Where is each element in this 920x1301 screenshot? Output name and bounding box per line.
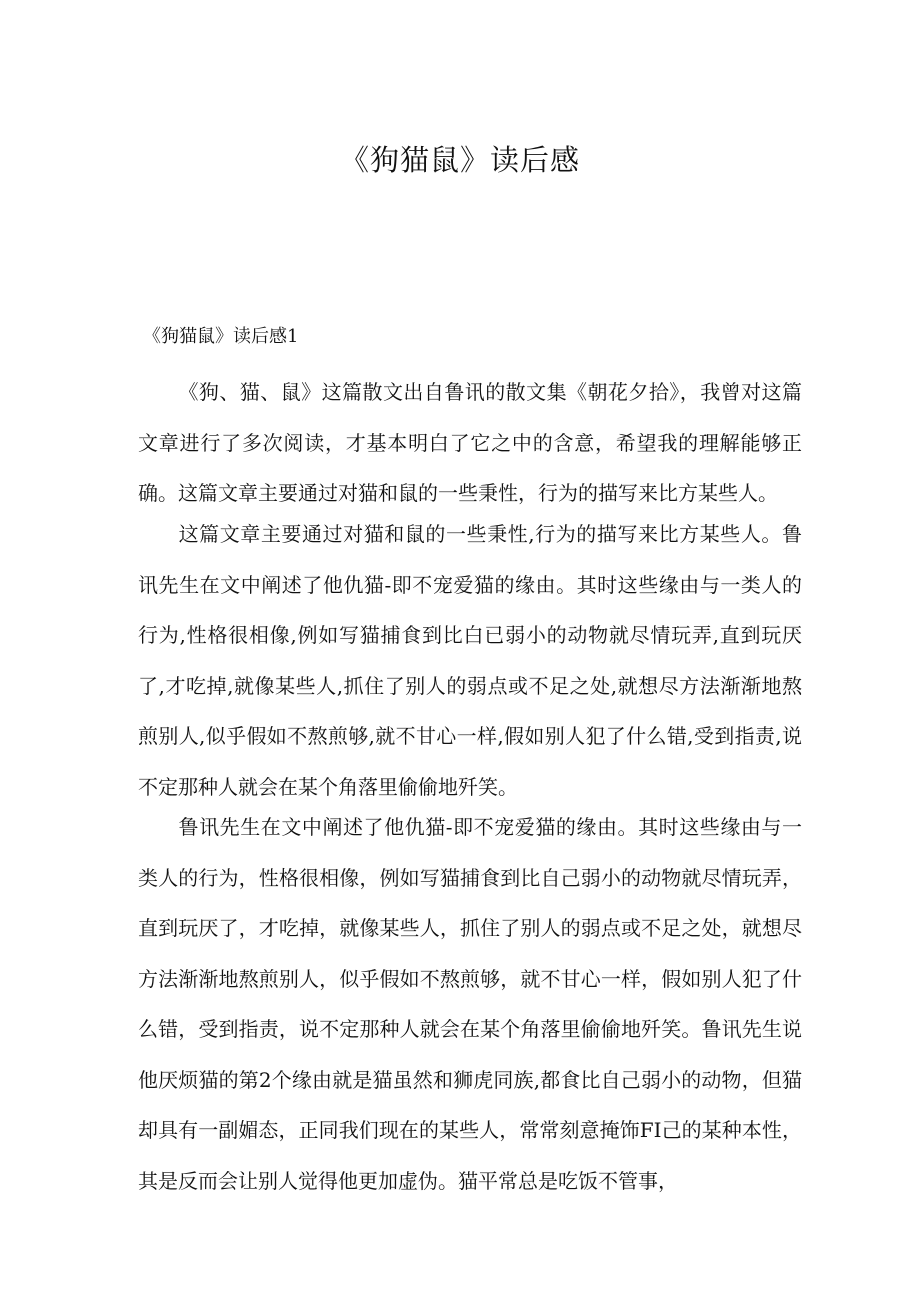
section-heading: 《狗猫鼠》读后感1 (143, 326, 299, 347)
paragraph-1 (138, 367, 802, 519)
paragraph-3 (138, 802, 802, 1206)
document-title: 《狗猫鼠》读后感 (339, 143, 580, 177)
paragraph-2-text: 这篇文章主要通过对猫和鼠的一些秉性,行为的描写来比方某些人。鲁讯先生在文中阐述了他仇猫-即不宠爱猫的缘由。其时这些缘由与一类人的行为,性格很相像,例如写猫捕食到比白已弱小的动物就尽情玩弄,直到玩厌了,才吃掉,就像某些人,抓住了别人的弱点或不足之处,就想尽方法渐渐地熬煎别人,似乎假如不熬煎够,就不甘心一样,假如别人犯了什么错,受到指责,说不定那种人就会在某个角落里偷偷地歼笑。 (138, 522, 802, 799)
paragraph-1-text: 《狗、猫、鼠》这篇散文出自鲁讯的散文集《朝花夕拾》，我曾对这篇文章进行了多次阅读，才基本明白了它之中的含意，希望我的理解能够正确。这篇文章主要通过对猫和鼠的一些秉性，行为的描写来比方某些人。 (138, 380, 802, 505)
paragraph-3-text: 鲁讯先生在文中阐述了他仇猫-即不宠爱猫的缘由。其时这些缘由与一类人的行为，性格很相像，例如写猫捕食到比自己弱小的动物就尽情玩弄，直到玩厌了，才吃掉，就像某些人，抓住了别人的弱点或不足之处，就想尽方法渐渐地熬煎别人，似乎假如不熬煎够，就不甘心一样，假如别人犯了什么错，受到指责，说不定那种人就会在某个角落里偷偷地歼笑。鲁讯先生说他厌烦猫的第2个缘由就是猫虽然和狮虎同族,都食比自己弱小的动物，但猫却具有一副媚态，正同我们现在的某些人，常常刻意掩饰FI己的某种本性，其是反而会让别人觉得他更加虚伪。猫平常总是吃饭不管事， (138, 815, 802, 1193)
paragraph-2 (138, 509, 802, 812)
